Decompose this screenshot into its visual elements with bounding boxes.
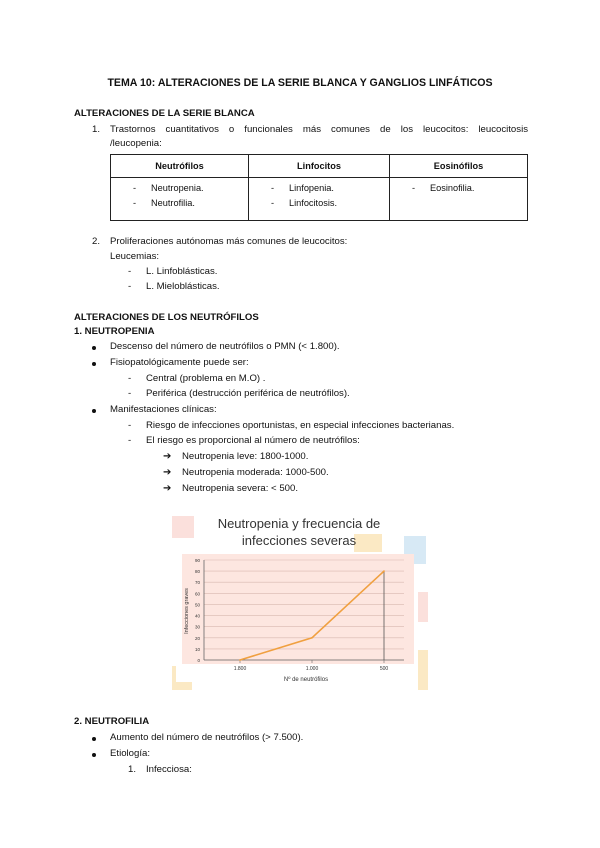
list-item: Aumento del número de neutrófilos (> 7.500). [110, 732, 304, 743]
y-tick-label: 50 [194, 602, 200, 608]
decor-block [172, 666, 176, 684]
dash-bullet: - [128, 435, 132, 446]
list-item: L. Mieloblásticas. [146, 281, 220, 292]
list-item: Infecciosa: [146, 764, 192, 775]
data-point [383, 570, 385, 572]
list-item: Riesgo de infecciones oportunistas, en especial infecciones bacterianas. [146, 420, 455, 431]
data-point [311, 637, 313, 639]
item2-text: Proliferaciones autónomas más comunes de leucocitos: [110, 236, 348, 247]
arrow-icon: ➔ [163, 451, 172, 462]
list-item: Neutropenia severa: < 500. [182, 483, 299, 494]
table-cell [390, 178, 528, 221]
table-cell [111, 178, 249, 221]
y-tick-label: 30 [194, 624, 200, 630]
table-header: Eosinófilos [390, 155, 528, 178]
bullet-dot [92, 737, 96, 741]
dash-bullet: - [128, 420, 132, 431]
dash-bullet: - [128, 373, 132, 384]
y-tick-label: 10 [194, 646, 200, 652]
list-item: Neutropenia leve: 1800-1000. [182, 451, 309, 462]
dash-bullet: - [133, 198, 137, 208]
table-header: Neutrófilos [111, 155, 249, 178]
y-tick-label: 0 [197, 658, 200, 663]
list-item: L. Linfoblásticas. [146, 266, 218, 277]
list-item: Neutropenia moderada: 1000-500. [182, 467, 329, 478]
bullet-dot [92, 362, 96, 366]
dash-bullet: - [128, 266, 132, 277]
y-tick-label: 40 [194, 613, 200, 619]
bullet-dot [92, 753, 96, 757]
table-header: Linfocitos [249, 155, 390, 178]
list-item: Etiología: [110, 748, 151, 759]
list-number: 1. [92, 124, 101, 135]
dash-bullet: - [412, 183, 416, 193]
leucemias-label: Leucemias: [110, 251, 160, 262]
decor-block [418, 650, 428, 690]
y-tick-label: 90 [194, 558, 200, 563]
neutropenia-chart [168, 510, 430, 692]
y-tick-label: 80 [194, 569, 200, 575]
page-title: TEMA 10: ALTERACIONES DE LA SERIE BLANCA Y GANGLIOS LINFÁTICOS [107, 77, 493, 89]
section-heading-neutrofilos: ALTERACIONES DE LOS NEUTRÓFILOS [74, 312, 259, 323]
chart-svg [168, 510, 430, 692]
table-cell-text: Neutrofilia. [151, 198, 195, 208]
x-axis-label: Nº de neutrófilos [283, 677, 329, 683]
list-item: Central (problema en M.O) . [146, 373, 266, 384]
subheading-neutrofilia: 2. NEUTROFILIA [74, 716, 150, 727]
x-tick-label: 500 [379, 666, 389, 672]
decor-block [172, 516, 194, 538]
table-cell [249, 178, 390, 221]
dash-bullet: - [128, 388, 132, 399]
y-tick-label: 20 [194, 635, 200, 641]
y-axis-label: Infecciones graves [184, 588, 190, 634]
dash-bullet: - [133, 183, 137, 193]
list-item: Periférica (destrucción periférica de neutrófilos). [146, 388, 350, 399]
x-tick-label: 1.000 [305, 666, 319, 672]
table-cell-text: Neutropenia. [151, 183, 204, 193]
list-number: 2. [92, 236, 101, 247]
chart-title-line1: Neutropenia y frecuencia de [217, 516, 381, 531]
table-cell-text: Linfopenia. [289, 183, 334, 193]
decor-block [418, 592, 428, 622]
bullet-dot [92, 409, 96, 413]
bullet-dot [92, 346, 96, 350]
list-item: Manifestaciones clínicas: [110, 404, 217, 415]
data-point [239, 659, 241, 661]
x-tick-label: 1.800 [233, 666, 247, 672]
subheading-neutropenia: 1. NEUTROPENIA [74, 326, 155, 337]
arrow-icon: ➔ [163, 467, 172, 478]
y-tick-label: 60 [194, 591, 200, 597]
leukocyte-table [110, 154, 528, 221]
table-cell-text: Linfocitosis. [289, 198, 338, 208]
item1-line2: /leucopenia: [110, 138, 162, 149]
table-cell-text: Eosinofilia. [430, 183, 475, 193]
dash-bullet: - [271, 198, 275, 208]
list-item: Fisiopatológicamente puede ser: [110, 357, 249, 368]
list-item: Descenso del número de neutrófilos o PMN (< 1.800). [110, 341, 340, 352]
dash-bullet: - [271, 183, 275, 193]
plot-area [182, 554, 414, 664]
list-item: El riesgo es proporcional al número de neutrófilos: [146, 435, 360, 446]
y-tick-label: 70 [194, 580, 200, 586]
arrow-icon: ➔ [163, 483, 172, 494]
item1-line1: Trastornos cuantitativos o funcionales más comunes de los leucocitos: leucocitosis [110, 124, 528, 135]
dash-bullet: - [128, 281, 132, 292]
decor-block [354, 534, 382, 552]
chart-title-line2: infecciones severas [241, 533, 357, 548]
list-number: 1. [128, 764, 137, 775]
section-heading-serie-blanca: ALTERACIONES DE LA SERIE BLANCA [74, 108, 255, 119]
